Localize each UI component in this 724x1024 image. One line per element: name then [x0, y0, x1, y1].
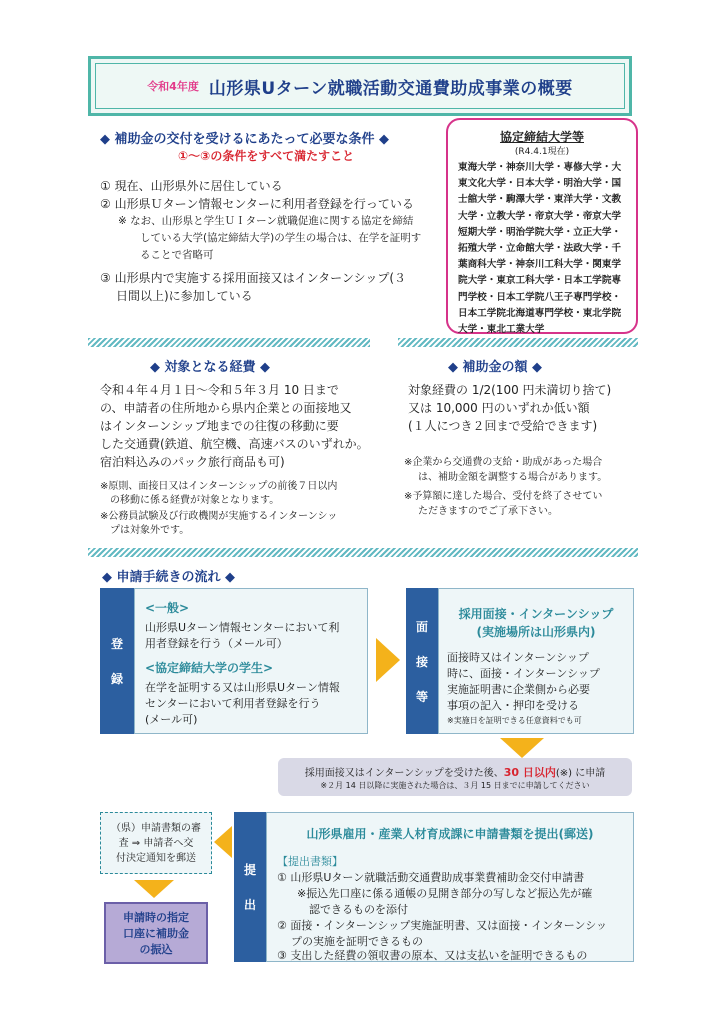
university-line: 短期大学・明治学院大学・立正大学・ — [458, 226, 622, 238]
amount-note-2b: ただきますのでご了承下さい。 — [418, 506, 558, 517]
arrow-down-icon — [134, 880, 174, 898]
title-banner — [88, 56, 632, 116]
document-1-note-2: 認できるものを添付 — [309, 903, 408, 916]
deadline-banner — [278, 758, 632, 796]
interview-text-3: 実施証明書に企業側から必要 — [447, 683, 590, 696]
deadline-note: ※２月 14 日以降に実施された場合は、３月 15 日までに申請してください — [320, 781, 590, 790]
divider-hatch — [88, 338, 370, 347]
deadline-text — [278, 764, 632, 780]
university-line: 門学校・日本工学院八王子専門学校・ — [458, 291, 622, 303]
step-interview-label — [406, 588, 438, 734]
arrow-left-icon — [214, 826, 232, 858]
page-title: 山形県Uターン就職活動交通費助成事業の概要 — [208, 78, 573, 99]
student-text-1: 在学を証明する又は山形県Uターン情報 — [145, 681, 340, 694]
condition-2-note-1: ※ なお、山形県と学生ＵＩターン就職促進に関する協定を締結 — [118, 215, 414, 227]
step-label-char: 登 — [110, 637, 123, 651]
amount-heading: ◆ 補助金の額 ◆ — [448, 360, 543, 375]
university-line: 葉商科大学・神奈川工科大学・関東学 — [458, 259, 622, 271]
partner-universities-list — [458, 160, 628, 338]
expenses-note-1b: の移動に係る経費が対象となります。 — [110, 495, 280, 506]
university-line: 拓殖大学・立命館大学・法政大学・千 — [458, 243, 622, 255]
documents-heading: 【提出書類】 — [277, 855, 343, 868]
divider-hatch — [88, 548, 638, 557]
general-text-2: 用者登録を行う（メール可） — [145, 637, 288, 650]
step-submission-box — [266, 812, 634, 962]
interview-text-4: 事項の記入・押印を受ける — [447, 699, 579, 712]
step-label-char: 録 — [110, 672, 123, 686]
amount-line-3: (１人につき２回まで受給できます) — [408, 419, 598, 433]
expenses-line-1: 令和４年４月１日～令和５年３月 10 日まで — [100, 383, 339, 397]
deadline-pre: 採用面接又はインターンシップを受けた後、 — [304, 768, 504, 779]
deadline-post: (※) に申請 — [555, 768, 606, 779]
interview-text-2: 時に、面接・インターンシップ — [447, 667, 600, 680]
expenses-heading: ◆ 対象となる経費 ◆ — [150, 360, 271, 375]
condition-1: ① 現在、山形県外に居住している — [100, 179, 283, 193]
university-line: 院大学・東京工科大学・日本工学院専 — [458, 275, 622, 287]
arrow-right-icon — [376, 638, 400, 682]
amount-line-2: 又は 10,000 円のいずれか低い額 — [408, 401, 590, 415]
review-line: 査 ⇒ 申請者へ交 — [118, 838, 194, 849]
interview-heading-2: (実施場所は山形県内) — [476, 625, 596, 639]
student-text-3: (メール可) — [145, 713, 198, 726]
step-submission-label — [234, 812, 266, 962]
title-year: 令和4年度 — [147, 80, 199, 93]
document-2a: ② 面接・インターンシップ実施証明書、又は面接・インターンシッ — [277, 919, 608, 932]
document-1-note-1: ※振込先口座に係る通帳の見開き部分の写しなど振込先が確 — [297, 887, 593, 900]
student-text-2: センターにおいて利用者登録を行う — [145, 697, 321, 710]
amount-note-2a: ※予算額に達した場合、受付を終了させてい — [404, 491, 603, 502]
review-box — [100, 812, 212, 874]
deadline-days: 30 日以内 — [503, 766, 556, 779]
flow-heading: ◆ 申請手続きの流れ ◆ — [102, 570, 236, 585]
step-registration-box — [134, 588, 368, 734]
conditions-subheading: ①～③の条件をすべて満たすこと — [178, 149, 355, 163]
submission-heading: 山形県雇用・産業人材育成課に申請書類を提出(郵送) — [306, 827, 594, 841]
university-line: 大学・東北工業大学 — [458, 324, 545, 336]
expenses-line-2: の、申請者の住所地から県内企業との面接地又 — [100, 401, 352, 415]
review-text — [101, 821, 211, 866]
expenses-line-4: した交通費(鉄道、航空機、高速バスのいずれか。 — [100, 437, 369, 451]
general-text-1: 山形県Uターン情報センターにおいて利 — [145, 621, 340, 634]
university-line: 東海大学・神奈川大学・専修大学・大 — [458, 162, 622, 173]
amount-note-1b: は、補助金額を調整する場合があります。 — [418, 472, 608, 483]
condition-2: ② 山形県Ｕターン情報センターに利用者登録を行っている — [100, 197, 414, 211]
document-2b: プの実施を証明できるもの — [291, 935, 423, 948]
university-line: 日本工学院北海道専門学校・東北学院 — [458, 307, 622, 319]
partner-universities-box — [446, 118, 638, 334]
partner-universities-title: 協定締結大学等 — [499, 130, 584, 144]
payment-line: の振込 — [139, 943, 173, 956]
step-interview-box — [438, 588, 634, 734]
interview-heading-1: 採用面接・インターンシップ — [458, 607, 614, 621]
review-line: 付決定通知を郵送 — [116, 853, 196, 864]
amount-line-1: 対象経費の 1/2(100 円未満切り捨て) — [408, 383, 612, 397]
arrow-down-icon — [500, 738, 544, 758]
condition-2-note-3: ることで省略可 — [140, 249, 214, 261]
payment-line: 申請時の指定 — [123, 911, 189, 924]
step-label-char: 等 — [415, 689, 428, 704]
interview-text-1: 面接時又はインターンシップ — [447, 651, 589, 664]
divider-hatch — [398, 338, 638, 347]
expenses-note-1a: ※原則、面接日又はインターンシップの前後７日以内 — [100, 481, 338, 492]
expenses-line-5: 宿泊料込みのパック旅行商品も可) — [100, 455, 285, 469]
expenses-note-2b: プは対象外です。 — [110, 525, 190, 536]
review-line: （県）申請書類の審 — [111, 823, 201, 834]
step-label-char: 接 — [415, 654, 428, 669]
condition-2-note-2: している大学(協定締結大学)の学生の場合は、在学を証明す — [140, 232, 422, 244]
general-heading: <一般> — [145, 601, 190, 615]
university-line: 士舘大学・駒澤大学・東洋大学・文教 — [458, 194, 622, 206]
step-label-char: 面 — [415, 619, 428, 634]
step-label-char: 出 — [243, 898, 256, 912]
student-heading: <協定締結大学の学生> — [145, 661, 274, 675]
document-3: ③ 支出した経費の領収書の原本、又は支払いを証明できるもの — [277, 949, 588, 962]
partner-universities-date: (R4.4.1現在) — [514, 147, 570, 157]
payment-line: 口座に補助金 — [123, 927, 189, 940]
payment-box — [104, 902, 208, 964]
expenses-line-3: はインターンシップ地までの往復の移動に要 — [100, 419, 339, 433]
condition-3-line-1: ③ 山形県内で実施する採用面接又はインターンシップ(３ — [100, 271, 406, 285]
amount-note-1a: ※企業から交通費の支給・助成があった場合 — [404, 457, 603, 468]
payment-text — [106, 910, 206, 958]
condition-3-line-2: 日間以上)に参加している — [116, 289, 253, 303]
expenses-note-2a: ※公務員試験及び行政機関が実施するインターンシッ — [100, 511, 338, 522]
step-registration-label — [100, 588, 134, 734]
university-line: 東文化大学・日本大学・明治大学・国 — [458, 178, 622, 190]
step-label-char: 提 — [243, 863, 256, 877]
conditions-heading: ◆ 補助金の交付を受けるにあたって必要な条件 ◆ — [100, 132, 390, 147]
university-line: 大学・立教大学・帝京大学・帝京大学 — [458, 210, 622, 222]
interview-note: ※実施日を証明できる任意資料でも可 — [447, 716, 582, 725]
document-1: ① 山形県Uターン就職活動交通費助成事業費補助金交付申請書 — [277, 871, 585, 884]
